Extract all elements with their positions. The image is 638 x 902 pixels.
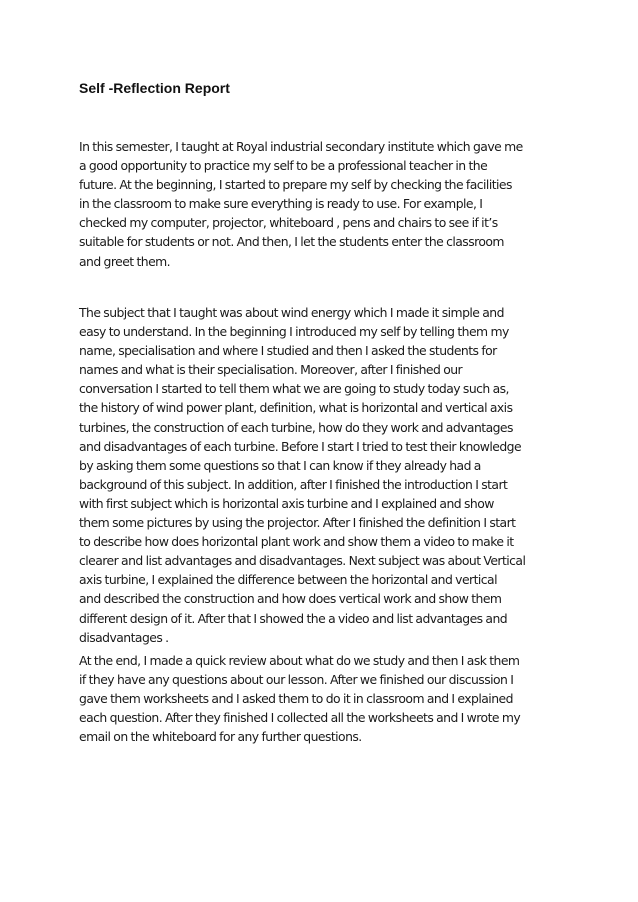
paragraph-line: them some pictures by using the projector. After I finished the definition I start <box>79 515 516 531</box>
paragraph-line: gave them worksheets and I asked them to do it in classroom and I explained <box>79 691 513 707</box>
paragraph-line: by asking them some questions so that I can know if they already had a <box>79 457 481 473</box>
paragraph-line: the history of wind power plant, definition, what is horizontal and vertical axis <box>79 400 513 416</box>
paragraph-line: clearer and list advantages and disadvantages. Next subject was about Vertical <box>79 553 526 569</box>
paragraph-line: with first subject which is horizontal axis turbine and I explained and show <box>79 495 494 511</box>
paragraph-line: a good opportunity to practice my self to be a professional teacher in the <box>79 158 488 174</box>
paragraph-line: name, specialisation and where I studied and then I asked the students for <box>79 343 497 359</box>
paragraph-line: conversation I started to tell them what we are going to study today such as, <box>79 381 509 397</box>
paragraph-subject <box>79 303 559 647</box>
paragraph-line: In this semester, I taught at Royal industrial secondary institute which gave me <box>79 139 523 154</box>
paragraph-line: to describe how does horizontal plant work and show them a video to make it <box>79 534 514 550</box>
paragraph-line: At the end, I made a quick review about what do we study and then I ask them <box>79 653 520 668</box>
paragraph-line: background of this subject. In addition, after I finished the introduction I start <box>79 476 508 492</box>
paragraph-line: names and what is their specialisation. Moreover, after I finished our <box>79 362 463 378</box>
paragraph-line: checked my computer, projector, whiteboard , pens and chairs to see if it’s <box>79 215 498 231</box>
paragraph-line: suitable for students or not. And then, I let the students enter the classroom <box>79 234 504 250</box>
paragraph-line: each question. After they finished I collected all the worksheets and I wrote my <box>79 710 521 726</box>
paragraph-line: turbines, the construction of each turbine, how do they work and advantages <box>79 419 513 435</box>
paragraph-intro <box>79 137 559 271</box>
paragraph-line: easy to understand. In the beginning I introduced my self by telling them my <box>79 324 509 340</box>
paragraph-conclusion <box>79 651 559 746</box>
paragraph-line: different design of it. After that I showed the a video and list advantages and <box>79 610 508 626</box>
document-title: Self -Reflection Report <box>79 80 230 96</box>
paragraph-line: and disadvantages of each turbine. Before I start I tried to test their knowledge <box>79 438 522 454</box>
paragraph-line: axis turbine, I explained the difference between the horizontal and vertical <box>79 572 497 588</box>
paragraph-line: and described the construction and how does vertical work and show them <box>79 591 502 607</box>
paragraph-line: and greet them. <box>79 253 171 269</box>
paragraph-line: disadvantages . <box>79 629 169 645</box>
paragraph-line: email on the whiteboard for any further questions. <box>79 729 362 745</box>
paragraph-line: if they have any questions about our lesson. After we finished our discussion I <box>79 672 514 688</box>
paragraph-line: future. At the beginning, I started to prepare my self by checking the facilities <box>79 177 512 193</box>
paragraph-line: in the classroom to make sure everything is ready to use. For example, I <box>79 196 483 212</box>
paragraph-line: The subject that I taught was about wind energy which I made it simple and <box>79 305 504 320</box>
